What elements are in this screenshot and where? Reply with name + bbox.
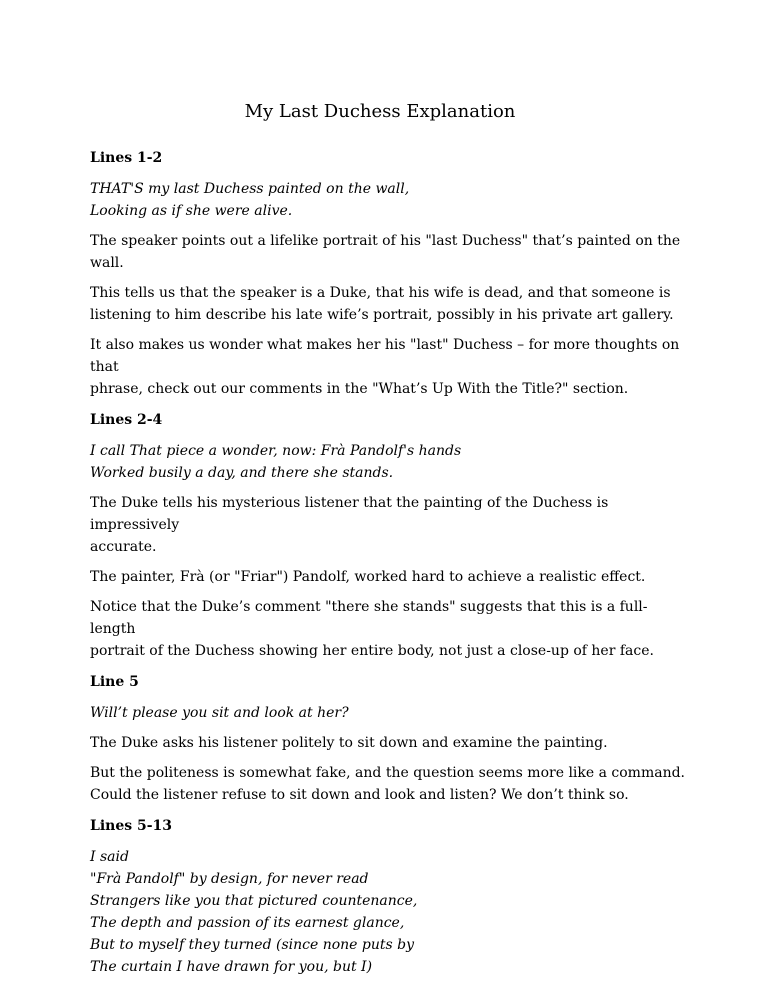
paragraph-line: It also makes us wonder what makes her his "last" Duchess – for more thoughts on that [90,337,680,375]
quote-line: "Frà Pandolf" by design, for never read [90,871,369,887]
paragraph [90,230,690,274]
paragraph-line: accurate. [90,539,157,555]
paragraph-line: Notice that the Duke’s comment "there she stands" suggests that this is a full-length [90,599,648,637]
paragraph-line: The Duke tells his mysterious listener that the painting of the Duchess is impressively [90,495,609,533]
paragraph-line: This tells us that the speaker is a Duke, that his wife is dead, and that someone is [90,285,671,301]
paragraph [90,732,690,754]
section-lines-1-2 [90,146,690,400]
poem-quote [90,440,690,484]
quote-line: I call That piece a wonder, now: Frà Pandolf's hands [90,443,462,459]
quote-line: Strangers like you that pictured countenance, [90,893,418,909]
section-heading: Lines 2-4 [90,412,163,428]
poem-quote [90,702,690,724]
poem-quote [90,846,690,978]
paragraph [90,492,690,558]
quote-line: Looking as if she were alive. [90,203,293,219]
paragraph-line: listening to him describe his late wife’s portrait, possibly in his private art gallery. [90,307,674,323]
paragraph-line: The Duke asks his listener politely to sit down and examine the painting. [90,735,608,751]
section-line-5 [90,670,690,806]
document-body [90,146,690,986]
paragraph [90,282,690,326]
section-heading: Lines 5-13 [90,818,173,834]
paragraph [90,762,690,806]
paragraph-line: Could the listener refuse to sit down and look and listen? We don’t think so. [90,787,629,803]
quote-line: But to myself they turned (since none puts by [90,937,415,953]
section-heading: Lines 1-2 [90,150,163,166]
page-title: My Last Duchess Explanation [244,101,516,122]
quote-line: Will’t please you sit and look at her? [90,705,349,721]
section-lines-5-13 [90,814,690,978]
paragraph-line: portrait of the Duchess showing her entire body, not just a close-up of her face. [90,643,654,659]
paragraph [90,596,690,662]
paragraph [90,334,690,400]
section-heading: Line 5 [90,674,139,690]
paragraph-line: The painter, Frà (or "Friar") Pandolf, worked hard to achieve a realistic effect. [90,569,646,585]
paragraph-line: The speaker points out a lifelike portrait of his "last Duchess" that’s painted on the wall. [90,233,681,271]
quote-line: Worked busily a day, and there she stands. [90,465,394,481]
section-lines-2-4 [90,408,690,662]
poem-quote [90,178,690,222]
quote-line: The curtain I have drawn for you, but I) [90,959,373,975]
paragraph-line: phrase, check out our comments in the "What’s Up With the Title?" section. [90,381,629,397]
quote-line: THAT'S my last Duchess painted on the wall, [90,181,410,197]
quote-line: I said [90,849,129,865]
paragraph-line: But the politeness is somewhat fake, and the question seems more like a command. [90,765,686,781]
quote-line: The depth and passion of its earnest glance, [90,915,405,931]
paragraph [90,566,690,588]
document-page [90,0,690,994]
